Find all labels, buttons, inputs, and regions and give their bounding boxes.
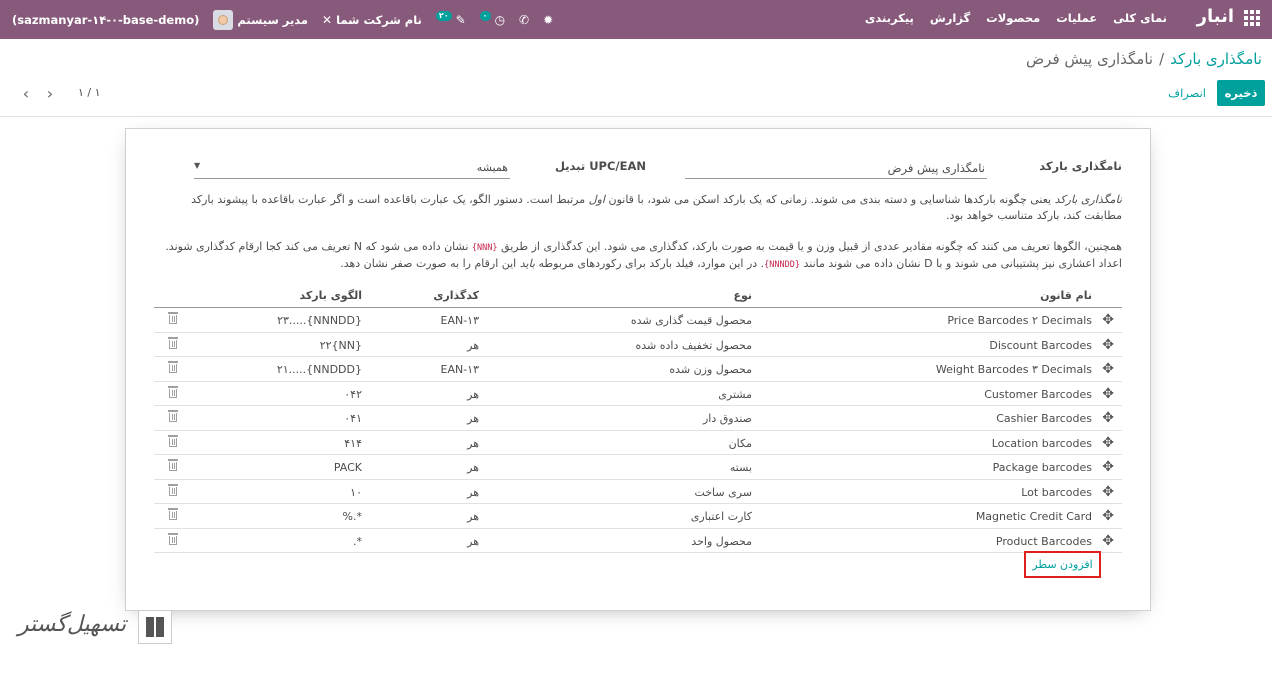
clock-icon: ◷ xyxy=(494,12,506,27)
rule-pattern: ۲۱.....{NNDDD} xyxy=(276,363,362,376)
drag-handle-icon[interactable]: ✥ xyxy=(1102,459,1114,475)
breadcrumb-parent[interactable]: نامگذاری بارکد xyxy=(1170,50,1262,68)
menu-operations[interactable]: عملیات xyxy=(1056,11,1098,25)
drag-handle-icon[interactable]: ✥ xyxy=(1102,385,1114,402)
drag-handle-icon[interactable]: ✥ xyxy=(1102,312,1114,328)
upc-ean-conversion-label: تبدیل UPC/EAN xyxy=(554,159,646,173)
trash-icon[interactable] xyxy=(168,533,178,545)
rule-name: Package barcodes xyxy=(992,461,1092,474)
rule-type: سری ساخت xyxy=(694,485,752,499)
trash-icon[interactable] xyxy=(168,435,178,447)
rule-pattern: .* xyxy=(353,534,362,548)
watermark-logo xyxy=(138,610,172,644)
rule-type: کارت اعتباری xyxy=(690,510,752,523)
activities-count-badge: ۰ xyxy=(480,11,491,21)
chat-icon: ✎ xyxy=(455,12,466,27)
drag-handle-icon[interactable]: ✥ xyxy=(1102,532,1114,549)
rule-name: Customer Barcodes xyxy=(984,387,1092,401)
table-row[interactable] xyxy=(154,529,1122,554)
rule-pattern: ۰۴۲ xyxy=(344,387,362,401)
app-brand[interactable]: انبار xyxy=(1196,6,1234,27)
trash-icon[interactable] xyxy=(168,361,178,373)
table-row[interactable] xyxy=(154,480,1122,505)
rule-pattern: ۲۳.....{NNNDD} xyxy=(277,314,362,327)
help-text: همچنین، الگوها تعریف می کنند که چگونه مقادیر عددی از قبیل وزن و یا قیمت به صورت بارکد، کدگذاری می شود. این کدگذاری از طریق xyxy=(497,240,1122,253)
rule-pattern: PACK xyxy=(333,461,362,474)
rule-type: محصول قیمت گذاری شده xyxy=(630,314,752,327)
rule-encoding: هر xyxy=(467,485,479,499)
rule-encoding: هر xyxy=(467,436,479,450)
rule-encoding: هر xyxy=(467,412,479,425)
rule-encoding: EAN-۱۳ xyxy=(440,314,479,327)
watermark-text: تسهیل‌گستر xyxy=(18,612,127,637)
drag-handle-icon[interactable]: ✥ xyxy=(1102,508,1114,524)
table-header xyxy=(154,283,1122,308)
upc-ean-conversion-select[interactable] xyxy=(194,157,510,179)
col-header-encoding[interactable]: کدگذاری xyxy=(433,289,479,302)
help-text: مرتبط است. دستور الگو، یک عبارت باقاعده است و اگر عبارت باقاعده با پیشوند بارکد مطابقت کند، بارکد متناسب خواهد بود. xyxy=(191,193,1122,222)
rule-name: Magnetic Credit Card xyxy=(975,510,1092,523)
menu-reporting[interactable]: گزارش xyxy=(929,11,971,25)
help-emphasis: باید xyxy=(519,257,535,270)
menu-products[interactable]: محصولات xyxy=(986,11,1041,25)
col-header-type[interactable]: نوع xyxy=(733,289,752,302)
nomenclature-name-input[interactable] xyxy=(685,157,987,179)
help-paragraph-2 xyxy=(150,239,1122,273)
table-row[interactable] xyxy=(154,382,1122,407)
nomenclature-name-label: نامگذاری بارکد xyxy=(1039,159,1122,173)
drag-handle-icon[interactable]: ✥ xyxy=(1102,434,1114,451)
help-text: یعنی چگونه بارکدها شناسایی و دسته بندی می شوند. زمانی که یک بارکد اسکن می شود، با قانون xyxy=(605,193,1055,206)
rule-pattern: %.* xyxy=(342,510,362,523)
close-icon: ✕ xyxy=(322,12,333,27)
help-text: . در این موارد، فیلد بارکد برای رکوردهای مربوطه xyxy=(535,257,765,270)
rule-pattern: ۴۱۴ xyxy=(344,436,362,450)
top-navbar xyxy=(0,0,1272,39)
company-name: نام شرکت شما xyxy=(336,12,422,27)
debug-button[interactable] xyxy=(543,13,553,27)
main-menu xyxy=(865,11,1167,25)
menu-configuration[interactable]: پیکربندی xyxy=(864,11,914,25)
upc-ean-conversion-value: همیشه xyxy=(476,161,508,174)
help-text: نشان داده می شود که N تعریف می کند کجا ارقام کدگذاری شوند. اعداد اعشاری نیز پشتیبانی می شوند و با D نشان داده می شوند مانند xyxy=(165,240,1122,270)
phone-icon: ✆ xyxy=(519,12,530,27)
drag-handle-icon[interactable]: ✥ xyxy=(1102,483,1114,500)
chevron-down-icon: ▼ xyxy=(194,161,201,170)
bug-icon: ✹ xyxy=(543,12,554,27)
systray xyxy=(12,0,553,39)
table-row[interactable] xyxy=(154,357,1122,382)
rule-type: بسته xyxy=(729,461,752,474)
drag-handle-icon[interactable]: ✥ xyxy=(1102,336,1114,353)
rule-name: Location barcodes xyxy=(991,436,1092,450)
activity-menu[interactable] xyxy=(480,10,506,27)
rule-name: Weight Barcodes ۳ Decimals xyxy=(935,363,1092,376)
help-emphasis: اول xyxy=(588,193,605,206)
drag-handle-icon[interactable]: ✥ xyxy=(1102,410,1114,426)
rule-name: Cashier Barcodes xyxy=(996,412,1092,425)
table-row[interactable] xyxy=(154,455,1122,480)
user-menu[interactable] xyxy=(213,10,308,30)
rule-encoding: هر xyxy=(467,510,479,523)
trash-icon[interactable] xyxy=(168,386,178,398)
help-paragraph-1 xyxy=(190,192,1122,224)
company-switcher[interactable] xyxy=(322,13,422,27)
rule-name: Price Barcodes ۲ Decimals xyxy=(947,314,1092,327)
rule-name: Product Barcodes xyxy=(995,534,1092,548)
help-code: {NNNDD} xyxy=(764,260,800,270)
pager-value[interactable]: ۱ / ۱ xyxy=(78,86,101,99)
add-line-button[interactable]: افزودن سطر xyxy=(1024,551,1101,578)
rule-type: محصول واحد xyxy=(691,534,752,548)
breadcrumb xyxy=(1026,50,1262,68)
user-name: مدیر سیستم xyxy=(237,12,309,27)
discard-button[interactable]: انصراف xyxy=(1168,86,1206,100)
rule-type: مکان xyxy=(728,436,752,450)
rule-pattern: ۰۴۱ xyxy=(344,412,362,425)
table-row[interactable] xyxy=(154,406,1122,431)
trash-icon[interactable] xyxy=(168,312,178,324)
pager-next-icon[interactable]: › xyxy=(46,84,54,103)
trash-icon[interactable] xyxy=(168,410,178,422)
menu-overview[interactable]: نمای کلی xyxy=(1113,11,1167,25)
drag-handle-icon[interactable]: ✥ xyxy=(1102,361,1114,377)
database-name: (sazmanyar-۱۴-۰-base-demo) xyxy=(12,12,200,27)
table-row[interactable] xyxy=(154,333,1122,358)
rule-encoding: هر xyxy=(467,534,479,548)
help-code: {NNN} xyxy=(471,243,498,253)
help-text: این ارقام را به صورت صفر نشان دهد. xyxy=(340,257,520,270)
breadcrumb-current: نامگذاری پیش فرض xyxy=(1026,50,1154,68)
pager-previous-icon[interactable]: ‹ xyxy=(22,84,30,103)
col-header-name[interactable]: نام قانون xyxy=(1040,289,1092,302)
rule-name: Lot barcodes xyxy=(1021,485,1092,499)
watermark xyxy=(10,608,170,648)
rule-type: محصول تخفیف داده شده xyxy=(635,338,752,352)
trash-icon[interactable] xyxy=(168,337,178,349)
rule-pattern: ۲۲{NN} xyxy=(319,338,362,352)
rule-pattern: ۱۰ xyxy=(350,485,362,499)
trash-icon[interactable] xyxy=(168,459,178,471)
table-row[interactable] xyxy=(154,308,1122,333)
messages-count-badge: ۲۰ xyxy=(436,11,452,21)
save-button[interactable]: ذخیره xyxy=(1217,80,1265,106)
rule-name: Discount Barcodes xyxy=(989,338,1092,352)
trash-icon[interactable] xyxy=(168,484,178,496)
rule-encoding: EAN-۱۳ xyxy=(440,363,479,376)
rule-encoding: هر xyxy=(467,338,479,352)
help-term: نامگذاری بارکد xyxy=(1054,193,1122,206)
rule-type: صندوق دار xyxy=(702,412,752,425)
table-body xyxy=(154,308,1122,553)
table-row[interactable] xyxy=(154,431,1122,456)
col-header-pattern[interactable]: الگوی بارکد xyxy=(299,289,362,302)
rules-table xyxy=(154,283,1122,553)
trash-icon[interactable] xyxy=(168,508,178,520)
rule-type: محصول وزن شده xyxy=(669,363,752,376)
avatar xyxy=(213,10,233,30)
rule-encoding: هر xyxy=(467,461,479,474)
table-row[interactable] xyxy=(154,504,1122,529)
voip-button[interactable] xyxy=(519,13,529,27)
messaging-menu[interactable] xyxy=(436,10,466,27)
apps-menu-icon[interactable] xyxy=(1244,10,1260,26)
breadcrumb-separator: / xyxy=(1159,50,1165,68)
rule-type: مشتری xyxy=(718,387,752,401)
rule-encoding: هر xyxy=(467,387,479,401)
